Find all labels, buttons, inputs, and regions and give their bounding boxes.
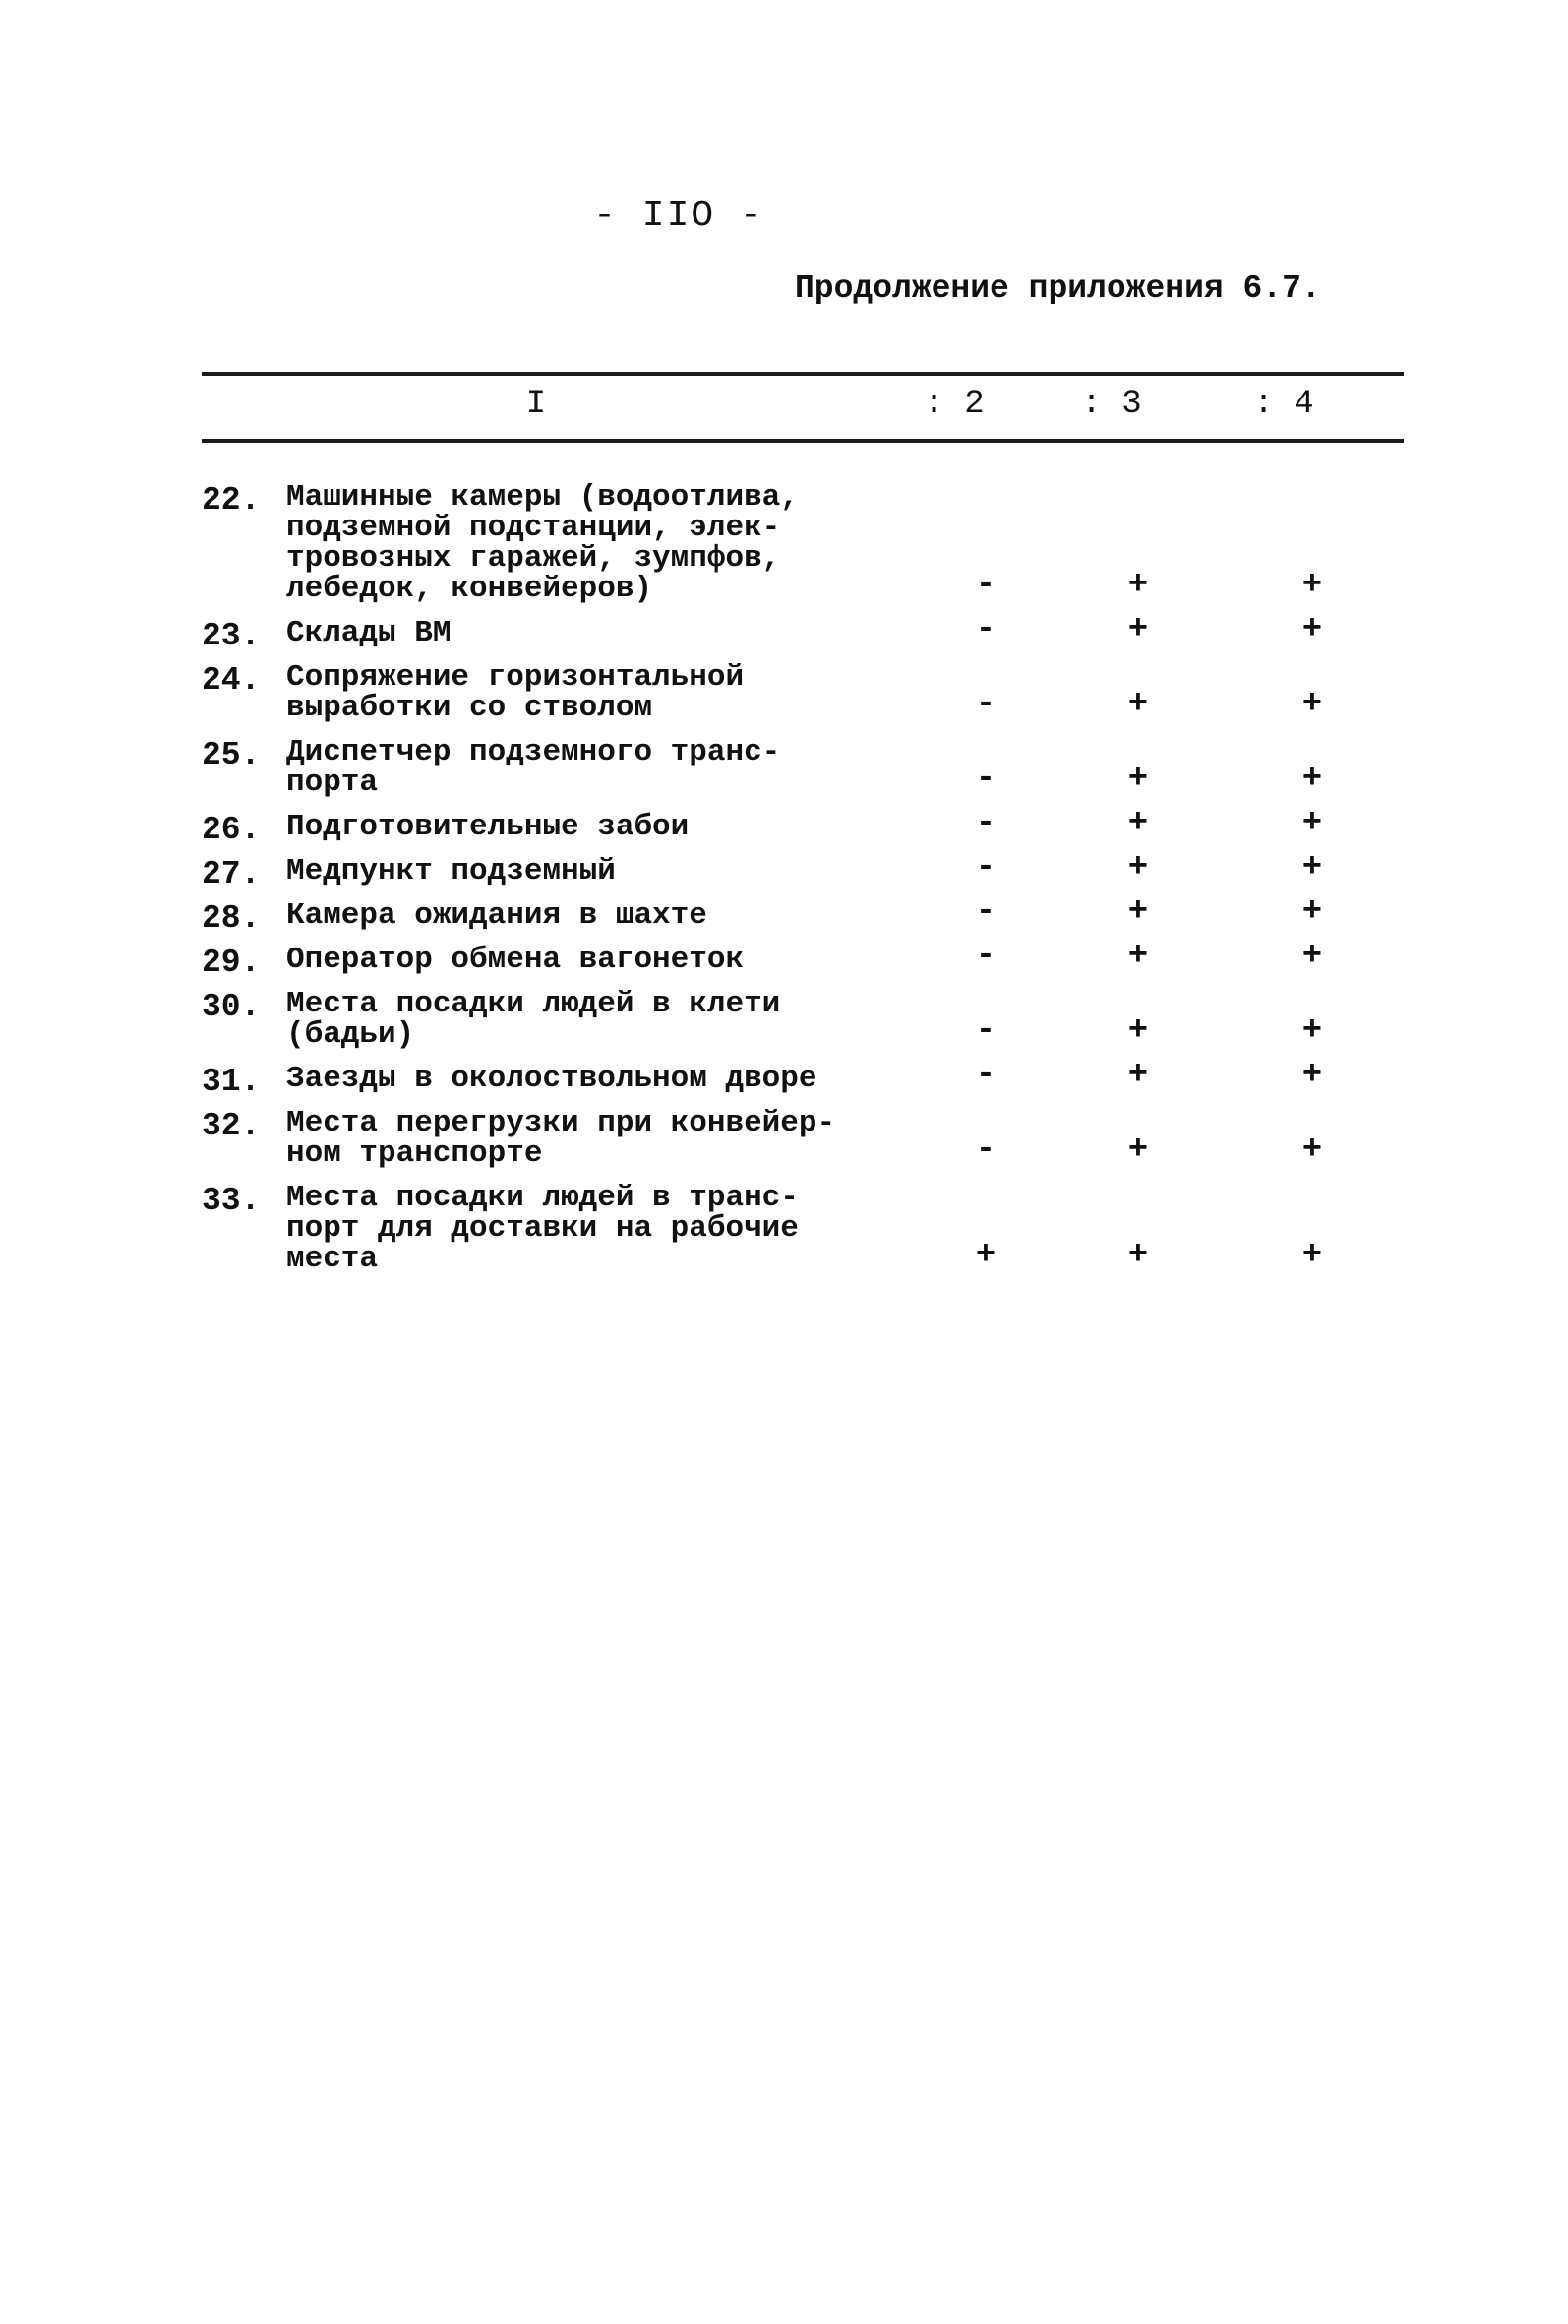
row-description-line: Подготовительные забои [286,810,690,844]
row-mark-col-3: + [1127,938,1149,975]
row-number: 33. [202,1183,261,1219]
row-description-line: Сопряжение горизонтальной [286,660,745,695]
table-row [202,938,1404,981]
row-description [286,482,837,604]
table-row [202,989,1404,1050]
row-description [286,1183,837,1274]
table-row [202,662,1404,723]
row-number: 23. [202,618,261,654]
row-description-line: Заезды в околоствольном дворе [286,1062,817,1096]
row-description-line: Места посадки людей в клети [286,987,781,1021]
header-col-1: I [525,386,547,423]
row-description-line: Места посадки людей в транс- [286,1181,799,1215]
table-row [202,482,1404,604]
row-description-line: Места перегрузки при конвейер- [286,1106,836,1140]
row-number: 28. [202,900,261,937]
header-col-3: : 3 [1081,386,1142,423]
row-mark-col-2: - [975,1012,996,1050]
row-description [286,812,837,842]
row-number: 25. [202,737,261,773]
table-row [202,1183,1404,1274]
row-mark-col-2: - [975,761,996,798]
row-description [286,856,837,887]
page-number: - IIO - [593,195,764,237]
header-col-2: : 2 [924,386,985,423]
row-description-line: Склады ВМ [286,616,452,650]
row-mark-col-2: - [975,849,996,887]
row-description [286,1064,837,1094]
row-description-line: порт для доставки на рабочие [286,1211,799,1246]
row-description-line: Машинные камеры (водоотлива, [286,480,799,515]
row-mark-col-4: + [1301,1131,1323,1169]
row-number: 26. [202,812,261,848]
row-description [286,900,837,931]
row-mark-col-4: + [1301,1237,1323,1274]
table-top-rule [202,372,1404,376]
row-description-line: Диспетчер подземного транс- [286,735,781,769]
row-mark-col-4: + [1301,567,1323,604]
row-mark-col-2: - [975,893,996,931]
row-number: 24. [202,662,261,699]
table-row [202,611,1404,654]
row-mark-col-4: + [1301,761,1323,798]
row-description-line: места [286,1242,379,1276]
row-description-line: ном транспорте [286,1136,543,1171]
row-mark-col-3: + [1127,567,1149,604]
table-row [202,893,1404,937]
row-mark-col-4: + [1301,686,1323,723]
row-number: 30. [202,989,261,1025]
row-mark-col-3: + [1127,1057,1149,1094]
row-mark-col-3: + [1127,611,1149,648]
row-description-line: подземной подстанции, элек- [286,511,781,545]
table-header [202,386,1404,429]
row-mark-col-3: + [1127,849,1149,887]
table-row [202,737,1404,798]
row-description [286,618,837,648]
row-mark-col-3: + [1127,893,1149,931]
row-number: 31. [202,1064,261,1100]
row-mark-col-3: + [1127,1237,1149,1274]
row-description [286,737,837,798]
row-mark-col-2: - [975,611,996,648]
row-description-line: лебедок, конвейеров) [286,572,653,606]
row-description-line: Камера ожидания в шахте [286,898,707,933]
row-description-line: (бадьи) [286,1017,415,1052]
row-mark-col-2: - [975,1057,996,1094]
row-mark-col-2: - [975,686,996,723]
row-description [286,1108,837,1169]
row-number: 29. [202,945,261,981]
table-row [202,1108,1404,1169]
row-mark-col-3: + [1127,761,1149,798]
row-mark-col-3: + [1127,686,1149,723]
row-description-line: тровозных гаражей, зумпфов, [286,541,781,576]
row-mark-col-4: + [1301,611,1323,648]
row-description-line: Оператор обмена вагонеток [286,943,745,977]
row-number: 32. [202,1108,261,1144]
row-mark-col-2: - [975,938,996,975]
row-description-line: выработки со стволом [286,691,653,725]
row-mark-col-2: - [975,805,996,842]
row-mark-col-4: + [1301,805,1323,842]
appendix-continuation-title: Продолжение приложения 6.7. [795,271,1321,307]
row-description [286,945,837,975]
row-mark-col-4: + [1301,893,1323,931]
row-number: 27. [202,856,261,892]
row-mark-col-4: + [1301,849,1323,887]
row-mark-col-2: - [975,1131,996,1169]
row-mark-col-2: - [975,567,996,604]
table-row [202,849,1404,892]
row-number: 22. [202,482,261,519]
table-header-rule [202,439,1404,443]
row-mark-col-4: + [1301,1057,1323,1094]
table-row [202,1057,1404,1100]
row-description [286,989,837,1050]
row-mark-col-3: + [1127,805,1149,842]
table-body [202,482,1404,1288]
table-row [202,805,1404,848]
row-description [286,662,837,723]
row-mark-col-4: + [1301,938,1323,975]
row-mark-col-2: + [975,1237,996,1274]
row-mark-col-3: + [1127,1131,1149,1169]
header-col-4: : 4 [1253,386,1314,423]
row-description-line: Медпункт подземный [286,854,616,888]
row-mark-col-4: + [1301,1012,1323,1050]
row-mark-col-3: + [1127,1012,1149,1050]
row-description-line: порта [286,765,379,800]
